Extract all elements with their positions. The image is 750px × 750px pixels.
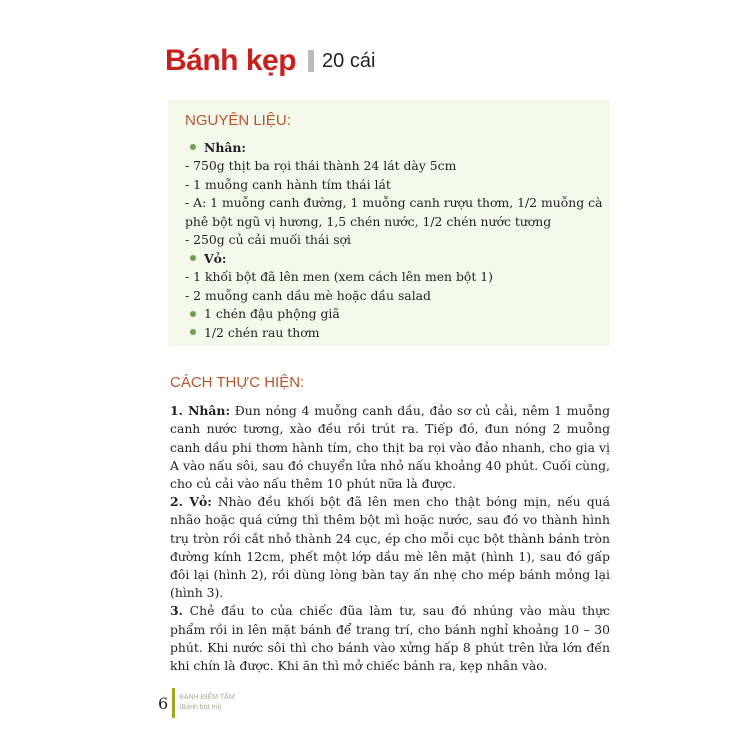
recipe-title [165,44,375,78]
bullet-icon [190,311,196,317]
filling-label: Nhân: [204,139,246,155]
step-2 [170,493,610,602]
footer-bar [172,688,175,718]
footer-subsection: (Bánh bột mì) [179,704,222,711]
bullet-icon [190,329,196,335]
ingredient-item: - A: 1 muỗng canh đường, 1 muỗng canh rượu thơm, 1/2 muỗng cà [185,195,603,210]
step-text: Nhào đều khối bột đã lên men cho thật bóng mịn, nếu quá nhão hoặc quá cứng thì thêm bột mì hoặc nước, sau đó vo thành hình trụ tròn rồi cắt nhỏ thành 24 cục, ép cho mỗi cục bột thành bánh tròn đường kính 12cm, phết một lớp dầu mè lên mặt (hình 1), sau đó gấp đôi lại (hình 2), rồi dùng lòng bàn tay ấn nhẹ cho mép bánh mỏng lại (hình 3). [170,494,610,601]
ingredient-item: phê bột ngũ vị hương, 1,5 chén nước, 1/2 chén nước tương [185,213,552,229]
shell-label: Vỏ: [204,250,227,266]
ingredient-item: - 250g củ cải muối thái sợi [185,232,351,247]
ingredient-item: 1 chén đậu phộng giã [204,306,340,321]
ingredient-item: 1/2 chén rau thơm [204,324,320,340]
method-section [170,374,610,675]
page-number: 6 [158,693,169,713]
step-3 [170,602,610,675]
bullet-icon [190,255,196,261]
step-text: Chẻ đầu to của chiếc đũa làm tư, sau đó nhúng vào màu thực phẩm rồi in lên mặt bánh để trang trí, cho bánh nghỉ khoảng 10 – 30 phút. Khi nước sôi thì cho bánh vào xửng hấp 8 phút trên lửa lớn đến khi chín là được. Khi ăn thì mở chiếc bánh ra, kẹp nhân vào. [170,603,610,674]
page-footer [158,688,235,718]
method-heading: CÁCH THỰC HIỆN: [170,374,305,391]
divider [308,50,314,72]
step-text: Đun nóng 4 muỗng canh dầu, đảo sơ củ cải, nêm 1 muỗng canh nước tương, xào đều rồi trút ra. Tiếp đó, đun nóng 2 muỗng canh dầu phi thơm hành tím, cho thịt ba rọi vào đảo nhanh, cho gia vị A vào nấu sôi, sau đó chuyển lửa nhỏ nấu khoảng 40 phút. Cuối cùng, cho củ cải vào nấu thêm 10 phút nữa là được. [170,403,611,492]
step-1 [170,402,610,493]
ingredient-item: - 750g thịt ba rọi thái thành 24 lát dày 5cm [185,158,457,173]
ingredients-section [185,112,605,342]
ingredients-heading: NGUYÊN LIỆU: [185,112,291,129]
title: Bánh kẹp [165,44,297,77]
ingredient-item: - 1 khối bột đã lên men (xem cách lên men bột 1) [185,269,493,284]
step-label: 2. Vỏ: [170,494,212,510]
bullet-icon [190,144,196,150]
yield: 20 cái [322,49,376,72]
step-label: 3. [170,603,183,619]
ingredient-item: - 2 muỗng canh dầu mè hoặc dầu salad [185,287,431,303]
footer-section: BÁNH ĐIỂM TÂM [179,694,235,701]
ingredient-item: - 1 muỗng canh hành tím thái lát [185,176,391,192]
step-label: 1. Nhân: [170,403,231,419]
